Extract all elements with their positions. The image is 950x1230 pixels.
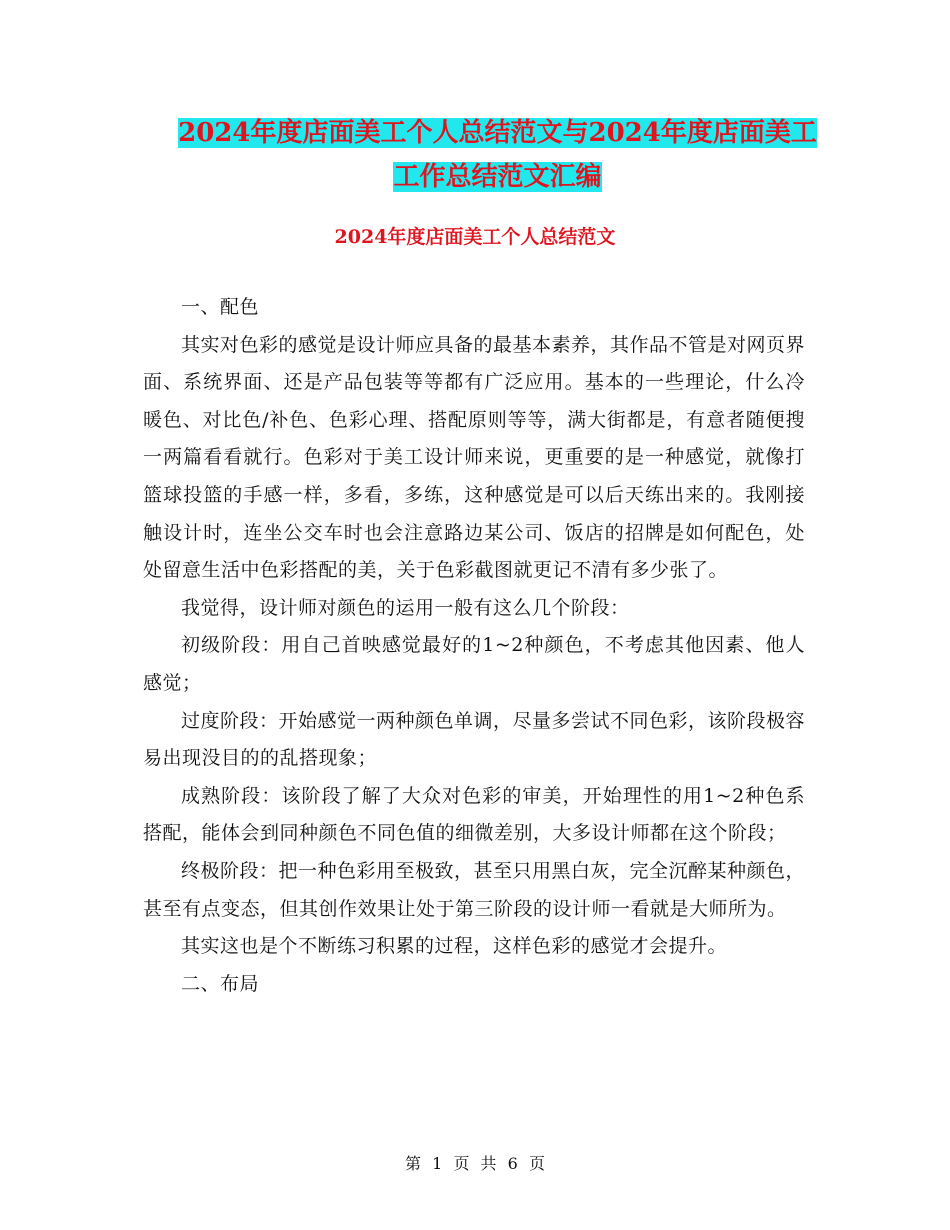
- document-title-line-1: 2024年度店面美工个人总结范文与2024年度店面美工: [178, 118, 817, 148]
- footer-total-pages: 6: [507, 1154, 518, 1173]
- footer-prefix: 第: [405, 1154, 422, 1173]
- paragraph: 终极阶段：把一种色彩用至极致，甚至只用黑白灰，完全沉醉某种颜色，甚至有点变态，但其创作效果让处于第三阶段的设计师一看就是大师所为。: [143, 859, 806, 920]
- paragraph: 成熟阶段：该阶段了解了大众对色彩的审美，开始理性的用1~2种色系搭配，能体会到同种颜色不同色值的细微差别，大多设计师都在这个阶段；: [143, 784, 805, 845]
- document-title-line-2: 工作总结范文汇编: [393, 162, 602, 192]
- paragraph-heading-layout: 二、布局: [181, 972, 260, 995]
- paragraph: 过度阶段：开始感觉一两种颜色单调，尽量多尝试不同色彩，该阶段极容易出现没目的的乱搭现象；: [143, 709, 806, 770]
- paragraph: 我觉得，设计师对颜色的运用一般有这么几个阶段：: [181, 596, 630, 619]
- paragraph: 初级阶段：用自己首映感觉最好的1~2种颜色，不考虑其他因素、他人感觉；: [143, 634, 805, 694]
- document-body: [143, 289, 805, 1003]
- footer-page-unit: 页: [453, 1154, 470, 1173]
- paragraph: 其实这也是个不断练习积累的过程，这样色彩的感觉才会提升。: [181, 935, 728, 958]
- section-title: 2024年度店面美工个人总结范文: [334, 226, 616, 248]
- page-footer: [0, 1153, 950, 1175]
- footer-total-prefix: 共: [480, 1154, 497, 1173]
- paragraph: 其实对色彩的感觉是设计师应具备的最基本素养，其作品不管是对网页界面、系统界面、还是产品包装等等都有广泛应用。基本的一些理论，什么冷暖色、对比色/补色、色彩心理、搭配原则等等，满大街都是，有意者随便搜一两篇看看就行。色彩对于美工设计师来说，更重要的是一种感觉，就像打篮球投篮的手感一样，多看，多练，这种感觉是可以后天练出来的。我刚接触设计时，连坐公交车时也会注意路边某公司、饭店的招牌是如何配色，处处留意生活中色彩搭配的美，关于色彩截图就更记不清有多少张了。: [143, 333, 806, 582]
- footer-page-number: 1: [432, 1154, 443, 1173]
- paragraph-heading-color: 一、配色: [181, 296, 260, 318]
- document-title: [140, 111, 855, 199]
- footer-total-unit: 页: [528, 1154, 545, 1173]
